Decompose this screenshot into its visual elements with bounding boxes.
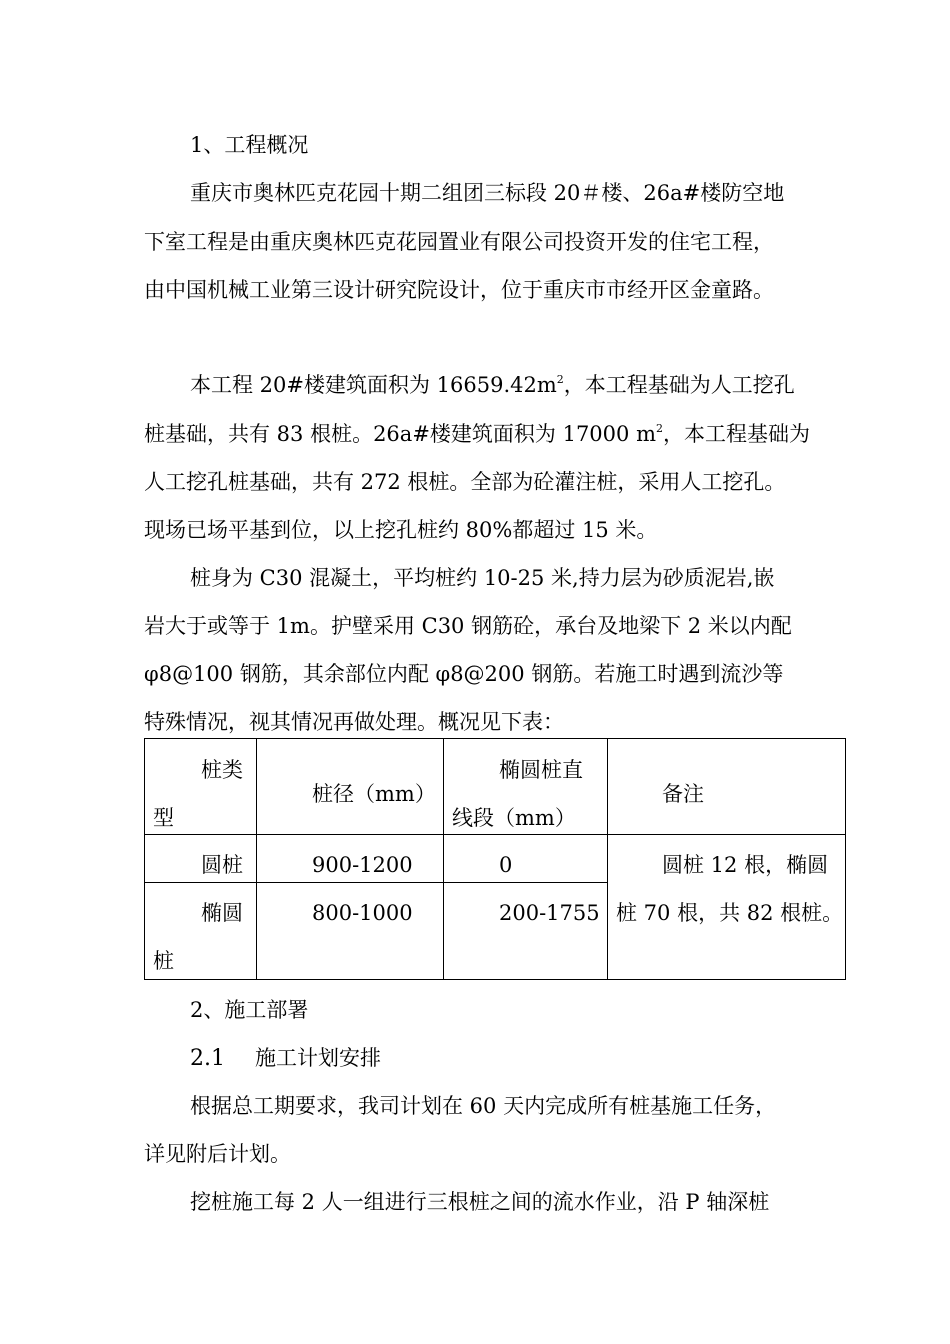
header-remarks: 备注 [608, 739, 846, 835]
cell-elliptical-pile-type: 椭圆 桩 [145, 883, 257, 980]
paragraph-1-line-1: 重庆市奥林匹克花园十期二组团三标段 20＃楼、26a#楼防空地 [190, 181, 785, 205]
cell-elliptical-pile-diameter: 800-1000 [257, 883, 444, 980]
paragraph-2-line-3: 人工挖孔桩基础，共有 272 根桩。全部为砼灌注桩，采用人工挖孔。 [144, 470, 786, 494]
cell-elliptical-pile-segment: 200-1755 [444, 883, 608, 980]
pile-overview-table [144, 738, 846, 980]
paragraph-3-line-2: 岩大于或等于 1m。护壁采用 C30 钢筋砼，承台及地梁下 2 米以内配 [144, 614, 792, 638]
table-row [145, 835, 846, 883]
table-header-row [145, 739, 846, 835]
header-pile-type: 桩类 型 [145, 739, 257, 835]
subsection-heading-2-1 [190, 1045, 381, 1072]
paragraph-2-line-4: 现场已场平基到位，以上挖孔桩约 80%都超过 15 米。 [144, 518, 658, 542]
paragraph-4-line-2: 详见附后计划。 [144, 1142, 291, 1166]
header-pile-diameter: 桩径（mm） [257, 739, 444, 835]
cell-round-pile-type: 圆桩 [145, 835, 257, 883]
paragraph-3-line-3: φ8@100 钢筋，其余部位内配 φ8@200 钢筋。若施工时遇到流沙等 [144, 662, 784, 686]
superscript-2: 2 [655, 422, 663, 435]
superscript-2: 2 [556, 373, 564, 386]
section-heading-2: 2、施工部署 [190, 998, 309, 1022]
section-heading-1: 1、工程概况 [190, 133, 309, 157]
paragraph-3-line-4: 特殊情况，视其情况再做处理。概况见下表： [144, 710, 564, 734]
subsection-title: 施工计划安排 [255, 1046, 381, 1070]
cell-remarks-summary: 圆桩 12 根，椭圆 桩 70 根，共 82 根桩。 [608, 835, 846, 980]
paragraph-1-line-3: 由中国机械工业第三设计研究院设计，位于重庆市市经开区金童路。 [144, 278, 774, 302]
subsection-number: 2.1 [190, 1046, 225, 1071]
paragraph-5-line-1: 挖桩施工每 2 人一组进行三根桩之间的流水作业，沿 P 轴深桩 [190, 1190, 770, 1214]
paragraph-2-line-1: 本工程 20#楼建筑面积为 $16659.42m^2$，本工程基础为人工挖孔 [190, 373, 795, 397]
paragraph-4-line-1: 根据总工期要求，我司计划在 60 天内完成所有桩基施工任务， [190, 1094, 777, 1118]
paragraph-1-line-2: 下室工程是由重庆奥林匹克花园置业有限公司投资开发的住宅工程， [144, 230, 774, 254]
paragraph-2-line-2: 桩基础，共有 83 根桩。26a#楼建筑面积为 17000 $m^2$，本工程基础为 [144, 422, 810, 446]
header-elliptical-straight-segment: 椭圆桩直 线段（mm） [444, 739, 608, 835]
paragraph-3-line-1: 桩身为 C30 混凝土，平均桩约 10-25 米,持力层为砂质泥岩,嵌 [190, 566, 775, 590]
cell-round-pile-segment: 0 [444, 835, 608, 883]
cell-round-pile-diameter: 900-1200 [257, 835, 444, 883]
